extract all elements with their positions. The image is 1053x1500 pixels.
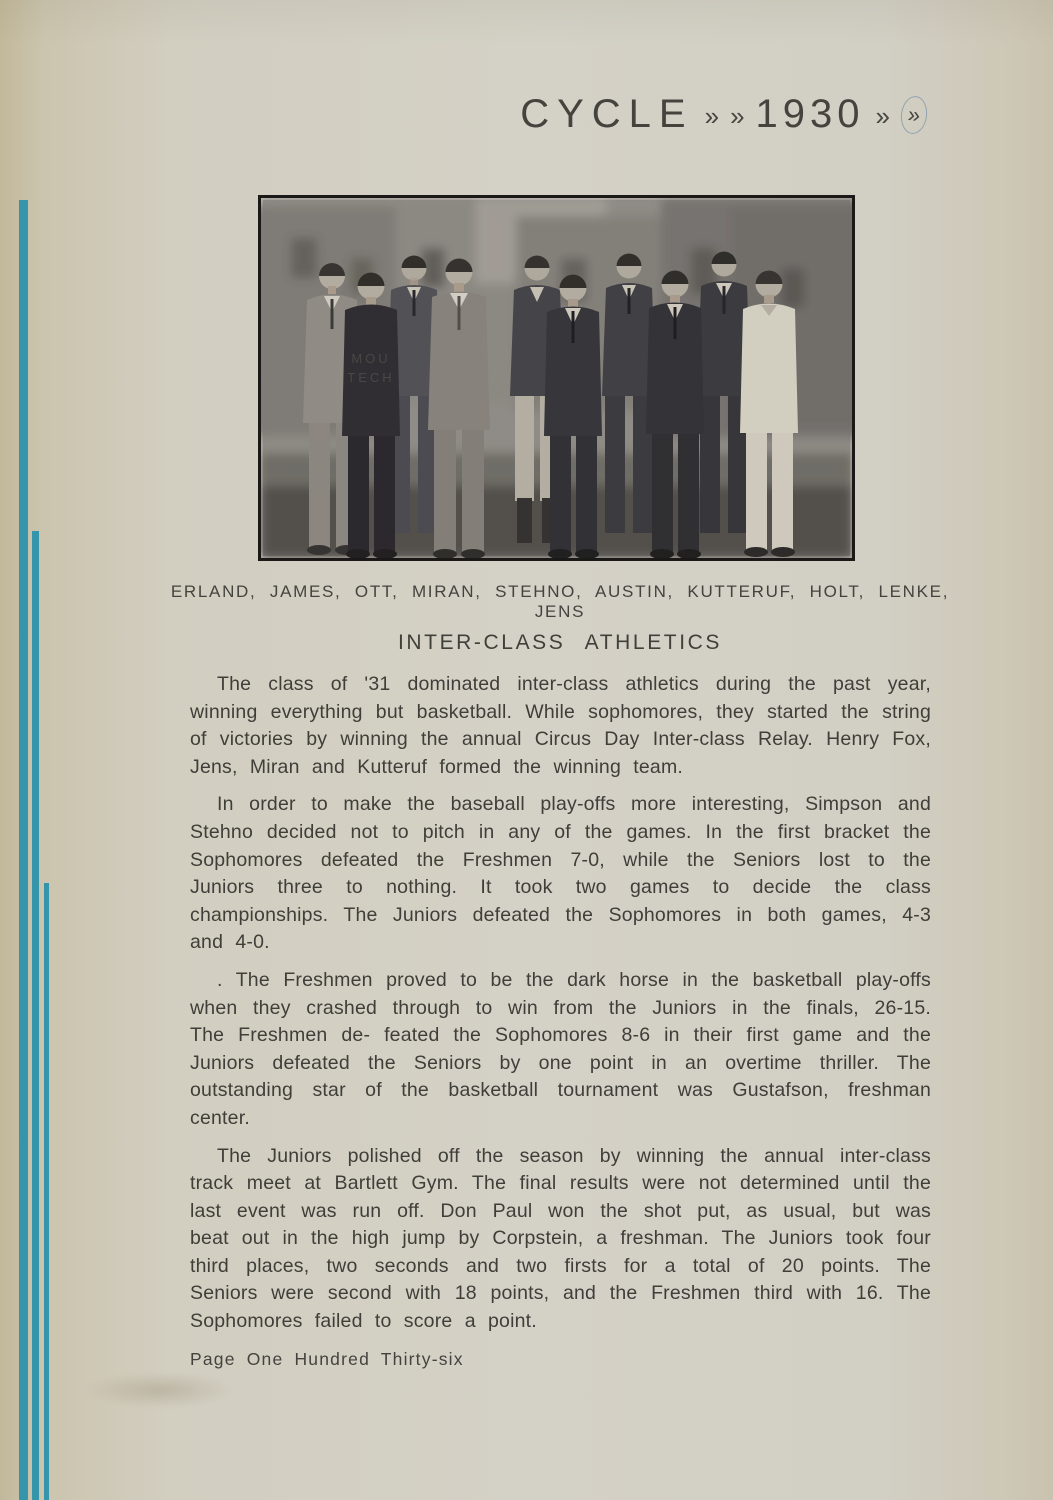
circled-chevron-icon: »	[899, 94, 929, 135]
chevron-icon: »	[875, 100, 890, 131]
masthead	[520, 92, 927, 137]
article-heading: INTER-CLASS ATHLETICS	[397, 631, 723, 654]
page-number-label: Page One Hundred Thirty-six	[190, 1349, 464, 1369]
chevron-icon: »	[704, 100, 720, 131]
article-body	[190, 671, 931, 1346]
article-paragraph-4: The Juniors polished off the season by winning the annual inter-class track meet at Bartlett Gym. The final results were not determined until the last event was run off. Don Paul won the shot put, as usual, but was beat out in the high jump by Corpstein, a freshman. The Juniors took four third places, two seconds and two firsts for a total of 20 points. The Seniors were second with 18 points, and the Freshmen third with 16. The Sophomores failed to score a point.	[190, 1144, 931, 1333]
team-photo-illustration	[261, 198, 852, 558]
masthead-year: 1930	[755, 92, 865, 136]
photo-caption: ERLAND, JAMES, OTT, MIRAN, STEHNO, AUSTIN, KUTTERUF, HOLT, LENKE, JENS	[170, 582, 950, 621]
left-accent-rule-3	[44, 883, 49, 1500]
sweater-text-line2: TECH	[347, 370, 395, 385]
team-photo	[258, 195, 855, 561]
sweater-text-line1: MOU	[351, 351, 391, 366]
chevron-icon: »	[730, 100, 745, 131]
article-paragraph-3: . The Freshmen proved to be the dark horse in the basketball play-offs when they crashed through to win from the Juniors in the finals, 26-15. The Freshmen de- feated the Sophomores 8-6 in their first game and the Juniors defeated the Seniors by one point in an overtime thriller. The outstanding star of the basketball tournament was Gustafson, freshman center.	[190, 968, 931, 1129]
paper-smudge	[85, 1372, 235, 1408]
left-accent-rule-1	[19, 200, 28, 1500]
article-paragraph-1: The class of '31 dominated inter-class athletics during the past year, winning everything but basketball. While sophomores, they started the string of victories by winning the annual Circus Day Inter-class Relay. Henry Fox, Jens, Miran and Kutteruf formed the winning team.	[190, 673, 931, 778]
masthead-title: CYCLE	[520, 92, 694, 136]
left-accent-rule-2	[32, 531, 39, 1500]
article-paragraph-2: In order to make the baseball play-offs more interesting, Simpson and Stehno decided not to pitch in any of the games. In the first bracket the Sophomores defeated the Freshmen 7-0, while the Seniors lost to the Juniors three to nothing. It took two games to decide the class championships. The Juniors defeated the Sophomores in both games, 4-3 and 4-0.	[190, 793, 931, 954]
